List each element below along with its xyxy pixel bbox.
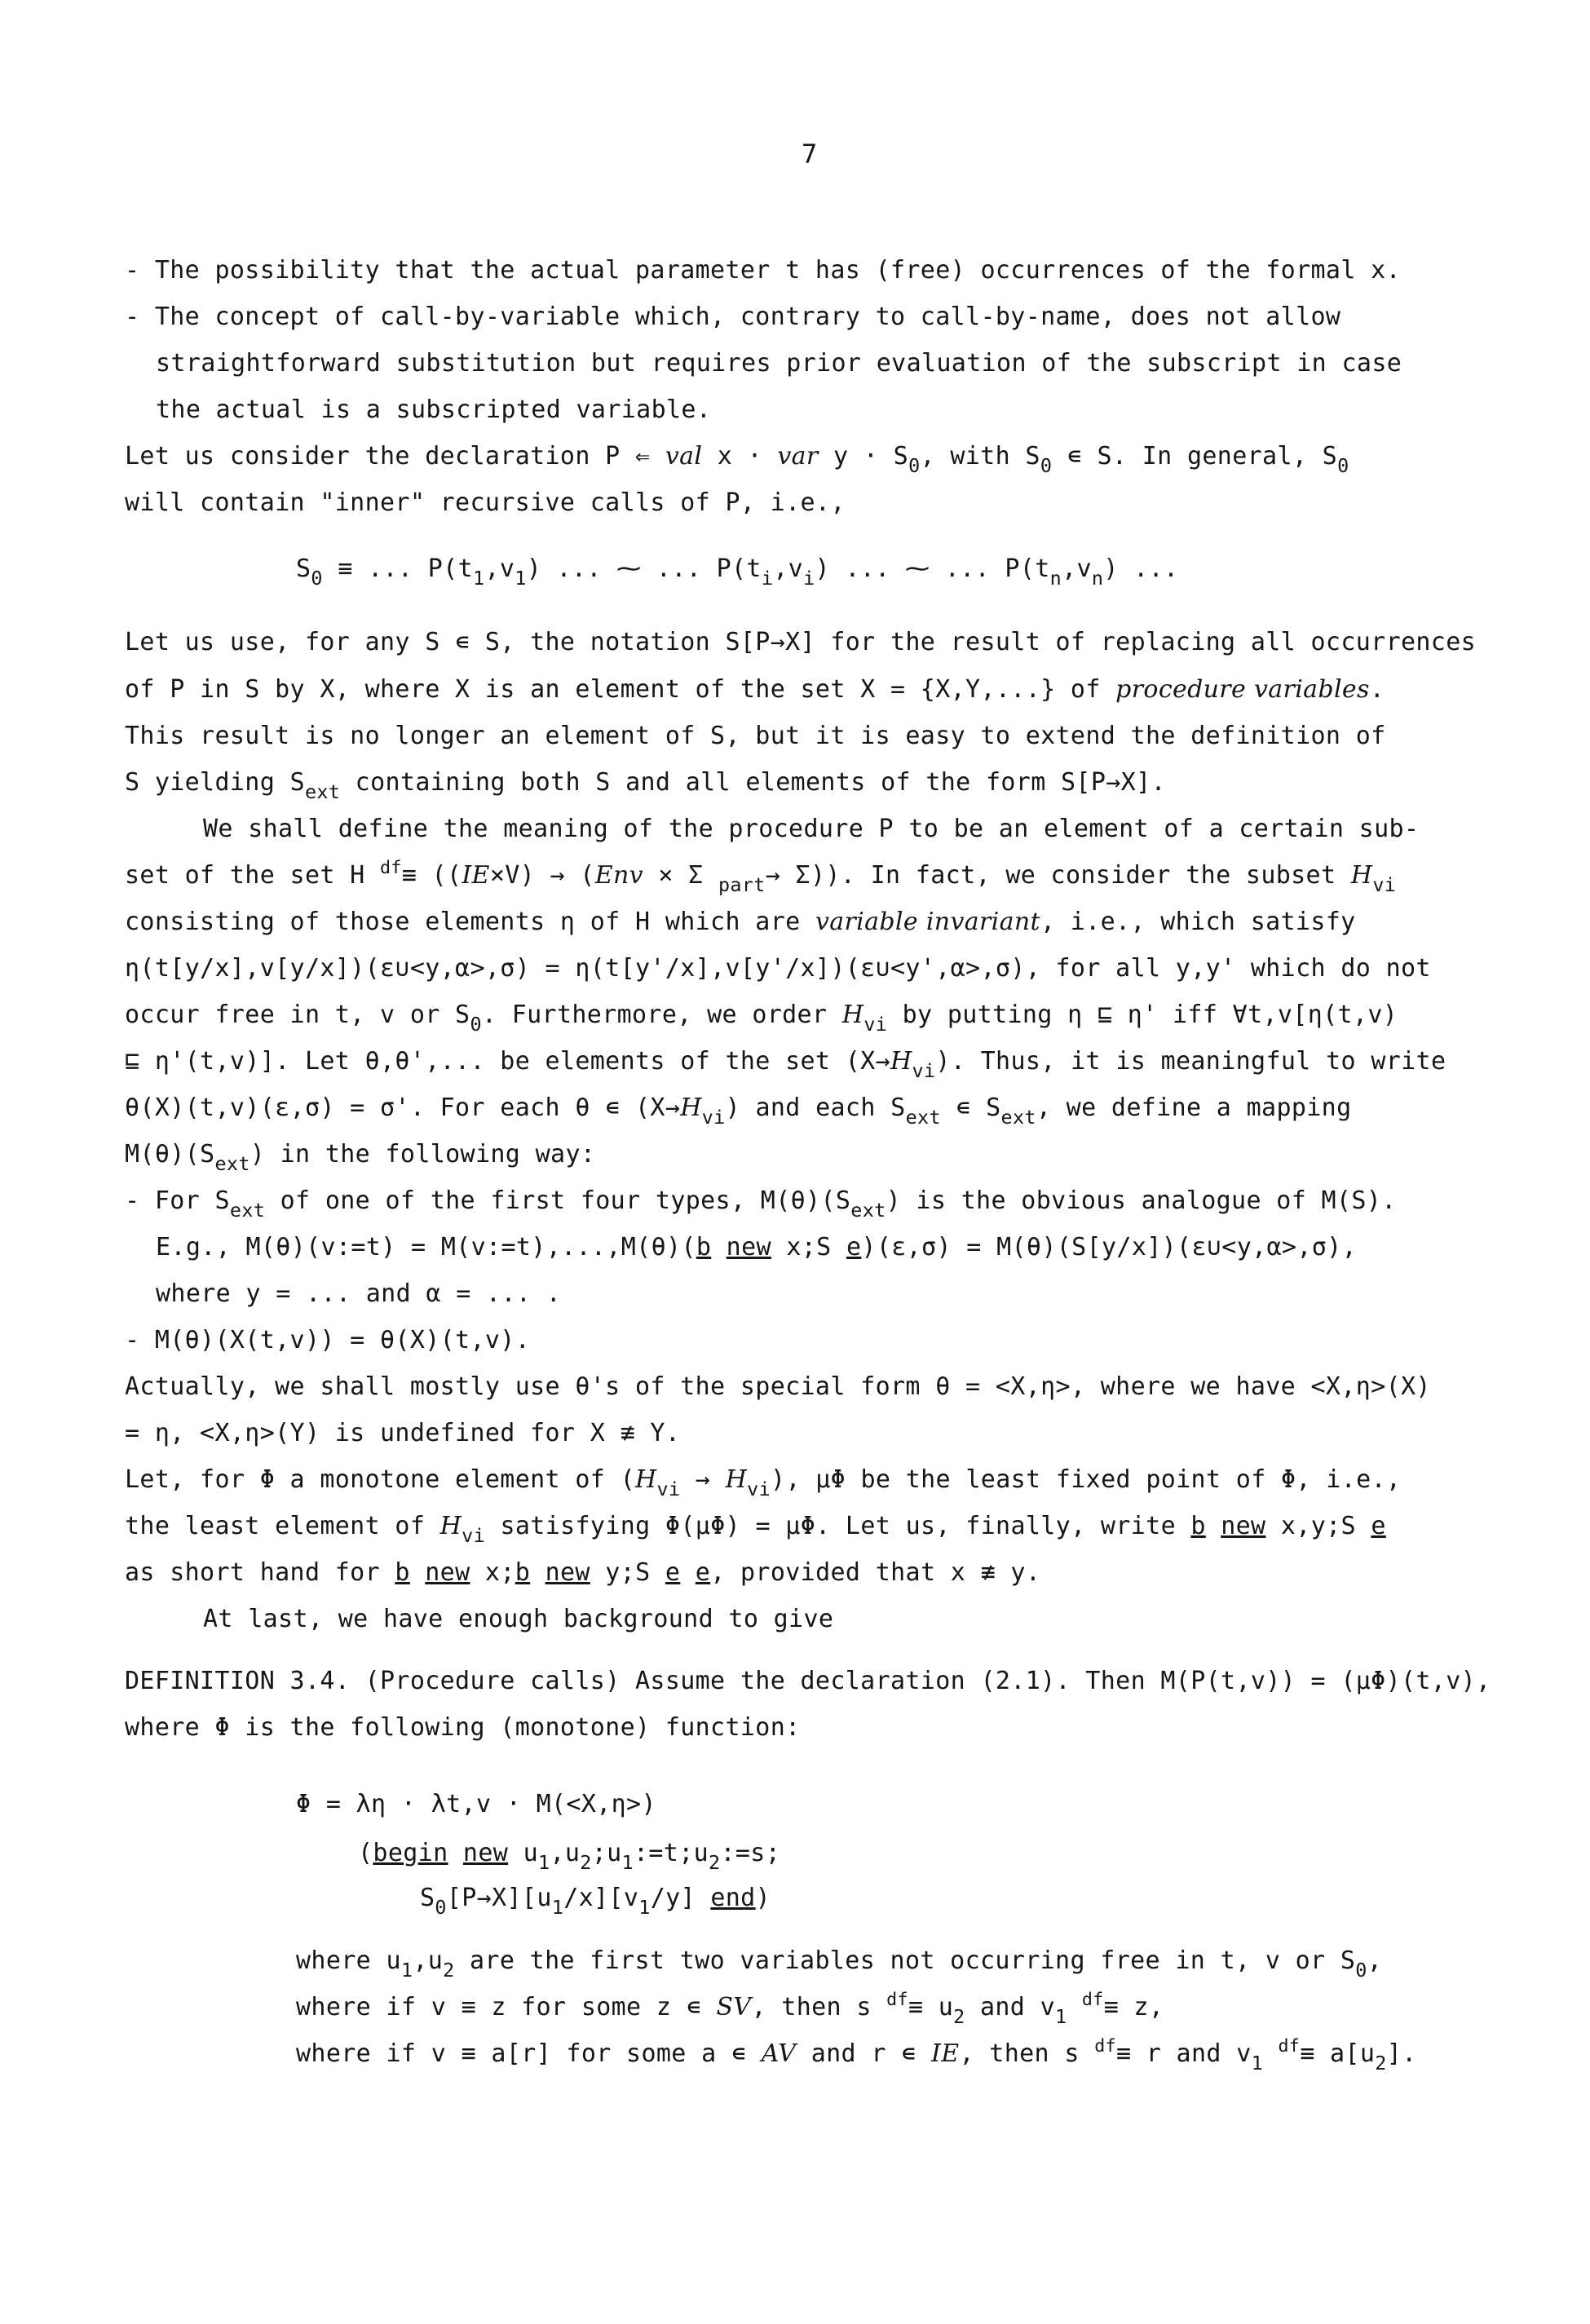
body-line: = η, <X,η>(Y) is undefined for X ≢ Y.: [125, 1419, 681, 1447]
body-line: - M(θ)(X(t,v)) = θ(X)(t,v).: [125, 1326, 531, 1354]
body-line: At last, we have enough background to give: [203, 1605, 834, 1633]
body-line: ⊑ η'(t,v)]. Let θ,θ',... be elements of the set $(X\to H_{vi})$. Thus, it is meaningful to write: [125, 1047, 1446, 1082]
body-line: - The possibility that the actual parameter t has (free) occurrences of the formal x.: [125, 256, 1401, 285]
body-line: will contain "inner" recursive calls of P, i.e.,: [125, 488, 846, 517]
body-line: S yielding $S_{ext}$ containing both S and all elements of the form S[P→X].: [125, 768, 1166, 803]
body-line: $M(\theta)(S_{ext})$ in the following way:: [125, 1140, 596, 1175]
body-line: as short hand for b new x;b new y;S e e, provided that x ≢ y.: [125, 1558, 1041, 1587]
body-line: where $u_1,u_2$ are the first two variables not occurring free in t, v or $S_0$,: [296, 1946, 1383, 1982]
body-line: consisting of those elements η of H which are variable invariant, i.e., which satisfy: [125, 908, 1356, 936]
body-line: Let us consider the declaration P ⇐ val x · var $y \cdot S_0$, with $S_0$ ∊ S. In general, $S_0$: [125, 442, 1349, 477]
body-line: occur free in t, v or $S_0$. Furthermore, we order $H_{vi}$ by putting η ⊑ η' iff ∀t,v[η(t,v): [125, 1001, 1398, 1036]
display-formula: Φ = λη · λt,v · M(<X,η>): [296, 1790, 656, 1818]
body-line: We shall define the meaning of the procedure P to be an element of a certain sub-: [203, 815, 1420, 843]
display-formula: $S_0$ ≡ ... $P(t_1,v_1)$ ... ⁓ ... $P(t_i,v_i)$ ... ⁓ ... $P(t_n,v_n)$ ...: [296, 554, 1179, 590]
page-number: 7: [802, 139, 818, 170]
body-line: set of the set H $^{df}$≡ ((IE×V) → (Env × Σ $_{part}$→ Σ)). In fact, we consider the subset $H_{vi}$: [125, 858, 1397, 896]
display-formula: $S_0[P\to X][u_1/x][v_1/y]$ end): [420, 1884, 771, 1919]
body-line: Let, for Φ a monotone element of $(H_{vi} \to H_{vi})$, μΦ be the least fixed point of Φ, i.e.,: [125, 1465, 1402, 1500]
body-line: θ(X)(t,v)(ε,σ) = σ'. For each θ ∊ $(X\to H_{vi})$ and each $S_{ext}$ ∊ $S_{ext}$, we define a mapping: [125, 1094, 1352, 1129]
body-line: η(t[y/x],v[y/x])(ε∪<y,α>,σ) = η(t[y'/x],v[y'/x])(ε∪<y',α>,σ), for all y,y' which do not: [125, 954, 1431, 983]
body-line: where Φ is the following (monotone) function:: [125, 1713, 801, 1742]
body-line: Let us use, for any S ∊ S, the notation S[P→X] for the result of replacing all occurrences: [125, 628, 1477, 656]
definition-heading: DEFINITION 3.4. (Procedure calls) Assume the declaration (2.1). Then M(P(t,v)) = (μΦ)(t,v),: [125, 1667, 1491, 1695]
body-line: Actually, we shall mostly use θ's of the special form θ = <X,η>, where we have <X,η>(X): [125, 1372, 1431, 1401]
body-line: the actual is a subscripted variable.: [156, 395, 712, 424]
body-line: where y = ... and α = ... .: [156, 1279, 562, 1308]
body-line: where if v ≡ z for some z ∊ SV, then s $^{df}\equiv u_2$ and $v_1$ $^{df}$≡ z,: [296, 1990, 1164, 2028]
body-line: - The concept of call-by-variable which, contrary to call-by-name, does not allow: [125, 303, 1341, 331]
body-line: where if v ≡ a[r] for some a ∊ AV and r ∊ IE, then s $^{df}$≡ r and $v_1$ $^{df}\equiv a[u_2]$.: [296, 2036, 1417, 2074]
body-line: straightforward substitution but requires prior evaluation of the subscript in case: [156, 349, 1402, 378]
body-line: This result is no longer an element of S, but it is easy to extend the definition of: [125, 722, 1386, 750]
body-line: the least element of $H_{vi}$ satisfying Φ(μΦ) = μΦ. Let us, finally, write b new x,y;S e: [125, 1512, 1386, 1547]
display-formula: (begin new $u_1,u_2;u_1:=t;u_2:=s$;: [358, 1839, 781, 1874]
body-line: of P in S by X, where X is an element of the set X = {X,Y,...} of procedure variables.: [125, 675, 1385, 704]
body-line: E.g., M(θ)(v:=t) = M(v:=t),...,M(θ)(b new x;S e)(ε,σ) = M(θ)(S[y/x])(ε∪<y,α>,σ),: [156, 1233, 1357, 1261]
body-line: - For $S_{ext}$ of one of the first four types, $M(\theta)(S_{ext})$ is the obvious analogue of M(S).: [125, 1186, 1397, 1222]
